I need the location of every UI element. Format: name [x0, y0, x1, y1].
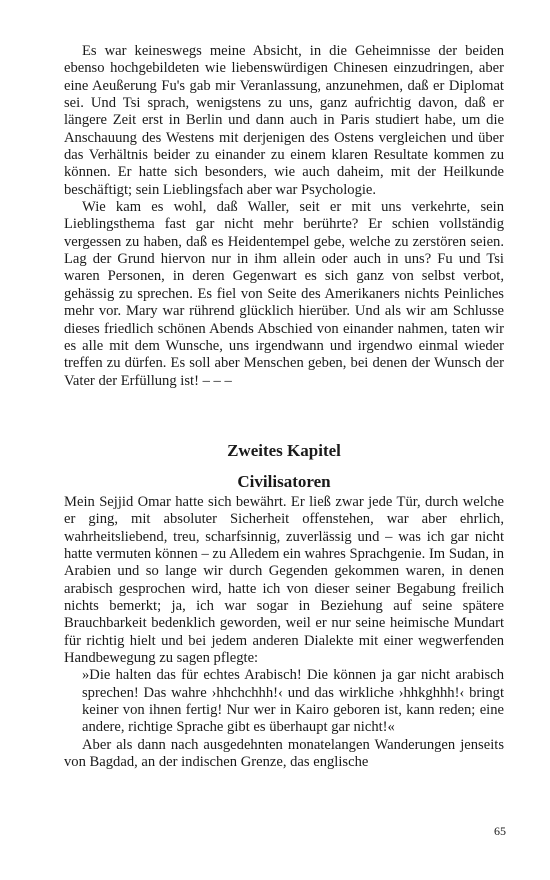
chapter-heading: Zweites Kapitel — [227, 441, 341, 460]
text-block-bottom — [64, 494, 504, 772]
paragraph: Mein Sejjid Omar hatte sich bewährt. Er ließ zwar jede Tür, durch welche er ging, mit absoluter Sicherheit offenstehen, war aber ehrlich, wahrheitsliebend, treu, scharfsinnig, zuverlässig und – was ich gar nicht hatte vermuten können – zu Alledem ein wahres Sprachgenie. Im Sudan, in Arabien und so lange wir durch Gegenden gekommen waren, in denen arabisch gesprochen wird, hatte ich von dieser seiner Begabung freilich nichts bemerkt; ja, ich war sogar in Beziehung auf seine spätere Brauchbarkeit bedenklich geworden, weil er nur seine heimische Mundart für richtig hielt und bei jedem anderen Dialekte mit einer wegwerfenden Handbewegung zu sagen pflegte: — [64, 494, 504, 667]
quote-paragraph: »Die halten das für echtes Arabisch! Die können ja gar nicht arabisch sprechen! Das wahre ›hhchchhh!‹ und das wirkliche ›hhkghhh!‹ bringt keiner von ihnen fertig! Nur wer in Kairo geboren ist, kann reden; eine andere, richtige Sprache gibt es überhaupt gar nicht!« — [82, 667, 504, 736]
page-number: 65 — [494, 824, 506, 838]
paragraph: Es war keineswegs meine Absicht, in die Geheimnisse der beiden ebenso hochgebildeten wie liebenswürdigen Chinesen einzudringen, aber eine Aeußerung Fu's gab mir Veranlassung, anzunehmen, daß er Diplomat sei. Und Tsi sprach, wenigstens zu uns, ganz aufrichtig davon, daß er längere Zeit erst in Berlin und dann auch in Paris studiert habe, um die Anschauung des Westens mit derjenigen des Ostens vergleichen und über das Verhältnis beider zu einander zu einem klaren Resultate kommen zu können. Er hatte sich besonders, wie auch daheim, mit der Heilkunde beschäftigt; sein Lieblingsfach aber war Psychologie. — [64, 43, 504, 198]
text-block-top — [64, 43, 504, 390]
paragraph: Wie kam es wohl, daß Waller, seit er mit uns verkehrte, sein Lieblingsthema fast gar nicht mehr berührte? Er schien vollständig vergessen zu haben, daß es Heidentempel gebe, welche zu zerstören seien. Lag der Grund hiervon nur in ihm allein oder auch in uns? Fu und Tsi waren Personen, in deren Gegenwart es sich ganz von selbst verbot, gehässig zu sprechen. Es fiel von Seite des Amerikaners nichts Peinliches mehr vor. Mary war rührend glücklich hierüber. Und als wir am Schlusse dieses friedlich schönen Abends Abschied von einander nahmen, taten wir es alle mit dem Wunsche, uns irgendwann und irgendwo einmal wieder treffen zu dürfen. Es soll aber Menschen geben, bei denen der Wunsch der Vater der Erfüllung ist! – – – — [64, 199, 504, 389]
chapter-title: Civilisatoren — [237, 472, 331, 491]
paragraph: Aber als dann nach ausgedehnten monatelangen Wanderungen jenseits von Bagdad, an der indischen Grenze, das englische — [64, 736, 504, 771]
